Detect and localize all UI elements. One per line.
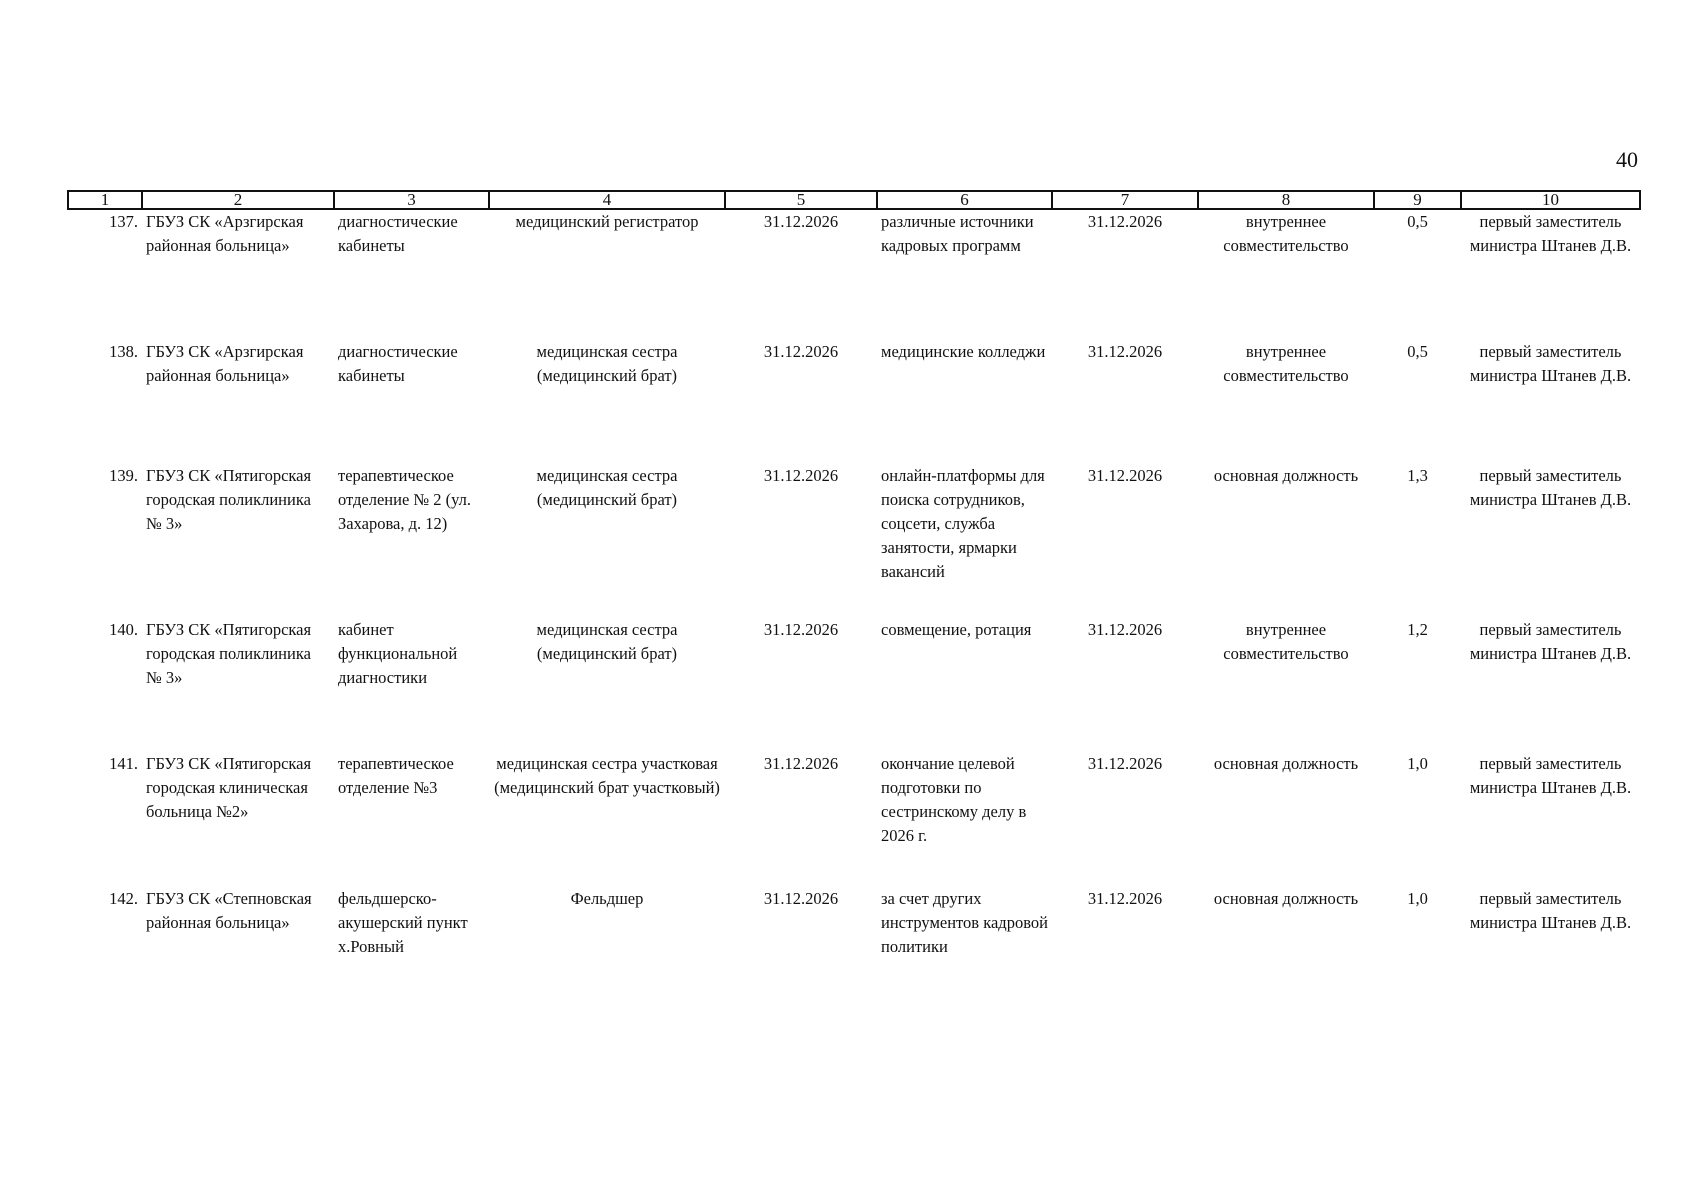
department: кабинет функциональной диагностики [338,620,458,687]
column-number-row [68,191,1640,209]
department: терапевтическое отделение №3 [338,754,454,797]
organization: ГБУЗ СК «Пятигорская городская поликлиника № 3» [146,466,312,533]
department: терапевтическое отделение № 2 (ул. Захарова, д. 12) [338,466,472,533]
staffing-table [67,190,1641,987]
staff-rate: 1,0 [1407,889,1428,908]
row-number: 140. [109,620,138,639]
deadline-date: 31.12.2026 [763,212,839,231]
employment-type: внутреннее совместительство [1223,342,1349,385]
position: медицинская сестра (медицинский брат) [536,342,678,385]
employment-type: внутреннее совместительство [1223,620,1349,663]
deadline-date: 31.12.2026 [763,342,839,361]
row-number: 142. [109,889,138,908]
row-number: 141. [109,754,138,773]
organization: ГБУЗ СК «Пятигорская городская клиническая больница №2» [146,754,312,821]
employment-type: внутреннее совместительство [1223,212,1349,255]
table-row [68,618,1640,752]
page-number: 40 [1616,147,1638,172]
column-header-2: 2 [142,191,334,209]
position: медицинская сестра (медицинский брат) [536,466,678,509]
completion-date: 31.12.2026 [1087,754,1163,773]
staff-rate: 1,3 [1407,466,1428,485]
department: фельдшерско-акушерский пункт х.Ровный [338,889,468,956]
staff-rate: 0,5 [1407,342,1428,361]
staff-rate: 0,5 [1407,212,1428,231]
organization: ГБУЗ СК «Степновская районная больница» [146,889,312,932]
column-header-5: 5 [725,191,877,209]
row-number: 138. [109,342,138,361]
department: диагностические кабинеты [338,212,458,255]
responsible-person: первый заместитель министра Штанев Д.В. [1469,754,1632,797]
row-number: 137. [109,212,138,231]
completion-date: 31.12.2026 [1087,466,1163,485]
column-header-4: 4 [489,191,725,209]
staffing-source: медицинские колледжи [881,342,1046,361]
responsible-person: первый заместитель министра Штанев Д.В. [1469,466,1632,509]
position: медицинский регистратор [515,212,699,231]
table-header [68,191,1640,209]
employment-type: основная должность [1213,466,1359,485]
deadline-date: 31.12.2026 [763,466,839,485]
column-header-10: 10 [1461,191,1640,209]
column-header-6: 6 [877,191,1052,209]
position: медицинская сестра участковая (медицинский брат участковый) [494,754,720,797]
deadline-date: 31.12.2026 [763,889,839,908]
employment-type: основная должность [1213,754,1359,773]
position: Фельдшер [570,889,644,908]
staffing-source: онлайн-платформы для поиска сотрудников, соцсети, служба занятости, ярмарки вакансий [881,466,1045,581]
table-row [68,752,1640,887]
deadline-date: 31.12.2026 [763,754,839,773]
staffing-source: совмещение, ротация [881,620,1032,639]
column-header-9: 9 [1374,191,1461,209]
completion-date: 31.12.2026 [1087,620,1163,639]
table-row [68,464,1640,618]
column-header-1: 1 [68,191,142,209]
organization: ГБУЗ СК «Арзгирская районная больница» [146,342,304,385]
staff-rate: 1,2 [1407,620,1428,639]
table-body [68,209,1640,987]
column-header-8: 8 [1198,191,1374,209]
staffing-source: различные источники кадровых программ [881,212,1034,255]
table-row [68,340,1640,464]
responsible-person: первый заместитель министра Штанев Д.В. [1469,212,1632,255]
responsible-person: первый заместитель министра Штанев Д.В. [1469,342,1632,385]
staffing-source: за счет других инструментов кадровой политики [881,889,1048,956]
row-number: 139. [109,466,138,485]
organization: ГБУЗ СК «Арзгирская районная больница» [146,212,304,255]
department: диагностические кабинеты [338,342,458,385]
completion-date: 31.12.2026 [1087,212,1163,231]
column-header-3: 3 [334,191,489,209]
staffing-source: окончание целевой подготовки по сестринскому делу в 2026 г. [881,754,1027,845]
staff-rate: 1,0 [1407,754,1428,773]
responsible-person: первый заместитель министра Штанев Д.В. [1469,889,1632,932]
column-header-7: 7 [1052,191,1198,209]
responsible-person: первый заместитель министра Штанев Д.В. [1469,620,1632,663]
employment-type: основная должность [1213,889,1359,908]
organization: ГБУЗ СК «Пятигорская городская поликлиника № 3» [146,620,312,687]
table-row [68,209,1640,340]
table-row [68,887,1640,987]
deadline-date: 31.12.2026 [763,620,839,639]
completion-date: 31.12.2026 [1087,889,1163,908]
position: медицинская сестра (медицинский брат) [536,620,678,663]
completion-date: 31.12.2026 [1087,342,1163,361]
